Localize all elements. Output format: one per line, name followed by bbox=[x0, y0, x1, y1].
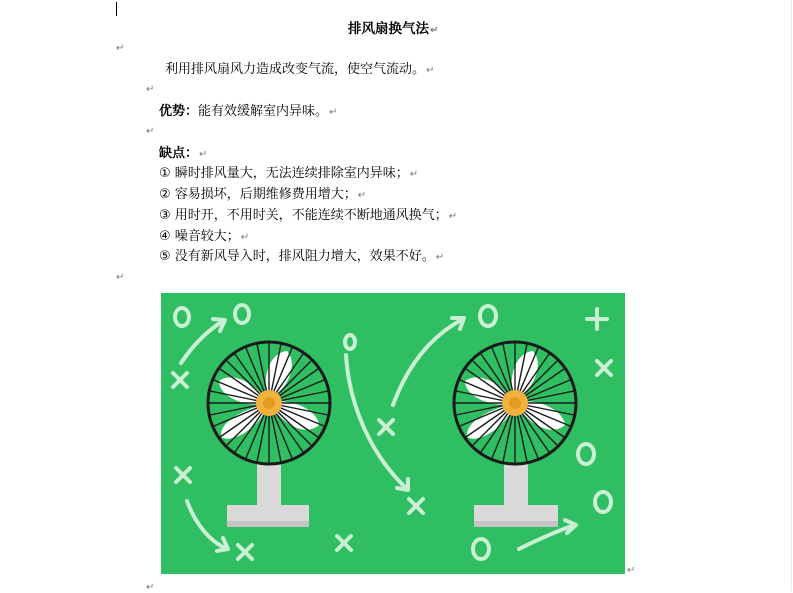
paragraph-mark: ↵ bbox=[116, 43, 125, 54]
circle-doodle bbox=[480, 306, 496, 326]
disadvantage-heading[interactable]: 缺点：↵ bbox=[159, 146, 208, 161]
arrow-icon bbox=[181, 321, 223, 363]
cross-doodle bbox=[337, 536, 351, 550]
paragraph-mark: ↵ bbox=[116, 272, 125, 283]
document-title[interactable]: 排风扇换气法↵ bbox=[348, 21, 439, 37]
circle-doodle bbox=[578, 444, 594, 464]
fan-illustration-svg bbox=[161, 293, 625, 574]
paragraph-mark: ↵ bbox=[627, 565, 636, 576]
cross-doodle bbox=[238, 545, 252, 559]
cross-doodle bbox=[176, 468, 190, 482]
disadvantage-item[interactable]: ② 容易损坏，后期维修费用增大；↵ bbox=[159, 187, 367, 202]
fan-illustration[interactable] bbox=[161, 293, 625, 574]
cross-doodle bbox=[409, 499, 423, 513]
disadvantage-item[interactable]: ⑤ 没有新风导入时，排风阻力增大，效果不好。↵ bbox=[159, 249, 445, 264]
fan-icon bbox=[208, 342, 330, 527]
paragraph-mark: ↵ bbox=[146, 582, 155, 593]
cross-doodle bbox=[597, 361, 611, 375]
disadvantage-item[interactable]: ④ 噪音较大；↵ bbox=[159, 229, 250, 244]
fan-icon bbox=[454, 342, 576, 527]
circle-doodle bbox=[345, 335, 355, 349]
paragraph-mark: ↵ bbox=[146, 126, 155, 137]
paragraph-mark: ↵ bbox=[430, 25, 439, 36]
arrow-icon bbox=[393, 319, 463, 405]
arrow-icon bbox=[346, 355, 407, 489]
arrow-icon bbox=[187, 501, 227, 549]
page-edge bbox=[791, 0, 792, 591]
cross-doodle bbox=[173, 373, 187, 387]
advantage-paragraph[interactable]: 优势：能有效缓解室内异味。↵ bbox=[159, 104, 338, 119]
circle-doodle bbox=[235, 305, 249, 323]
circle-doodle bbox=[175, 308, 189, 326]
text-cursor bbox=[116, 2, 117, 16]
arrow-icon bbox=[519, 525, 575, 549]
circle-doodle bbox=[595, 492, 611, 512]
circle-doodle bbox=[473, 539, 489, 559]
disadvantage-item[interactable]: ① 瞬时排风量大，无法连续排除室内异味；↵ bbox=[159, 166, 419, 181]
intro-paragraph[interactable]: 利用排风扇风力造成改变气流，使空气流动。↵ bbox=[165, 62, 435, 77]
plus-doodle bbox=[587, 309, 607, 329]
disadvantage-item[interactable]: ③ 用时开，不用时关，不能连续不断地通风换气；↵ bbox=[159, 208, 458, 223]
paragraph-mark: ↵ bbox=[146, 84, 155, 95]
cross-doodle bbox=[379, 420, 393, 434]
